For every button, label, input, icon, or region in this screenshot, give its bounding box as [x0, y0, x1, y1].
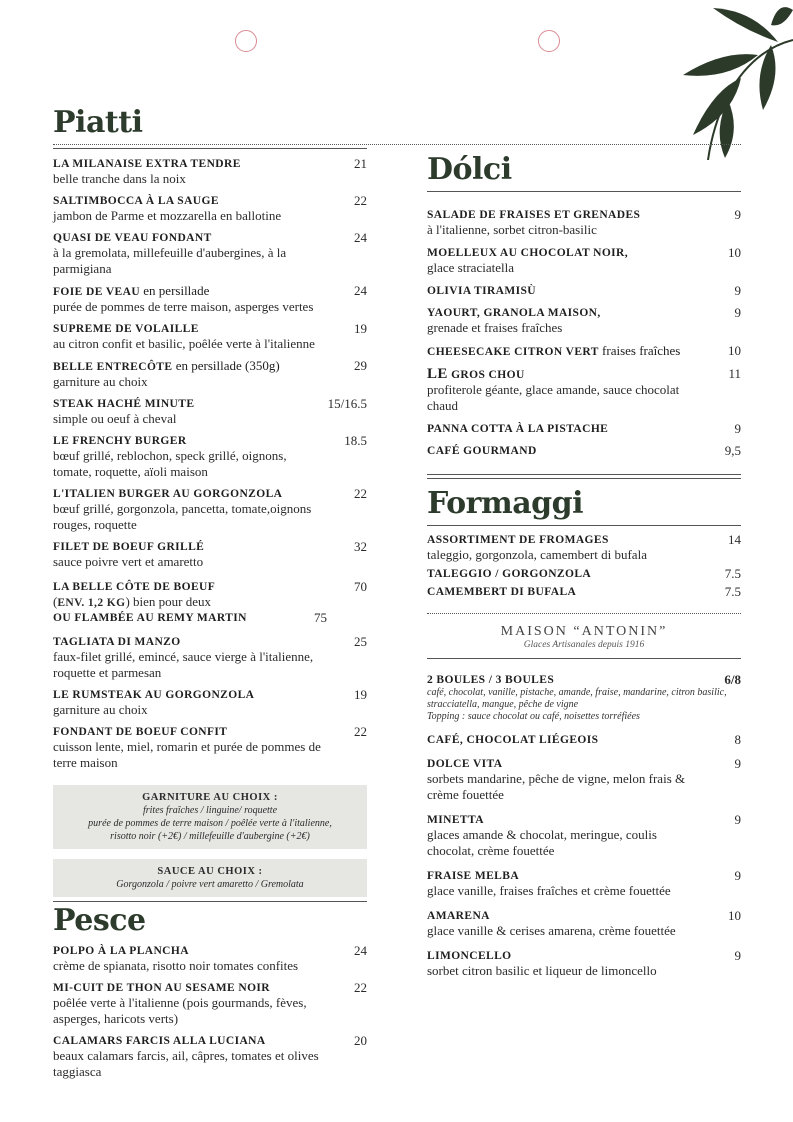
item-desc: poêlée verte à l'italienne (pois gourmands, fèves, asperges, haricots verts)	[53, 995, 307, 1026]
garniture-box	[53, 785, 367, 849]
menu-item	[427, 949, 741, 979]
sauce-title: SAUCE AU CHOIX :	[157, 866, 263, 877]
menu-item	[53, 688, 367, 718]
item-price: 9	[734, 868, 741, 883]
formaggi-list	[427, 533, 741, 599]
item-name	[427, 246, 701, 260]
menu-item	[427, 344, 741, 359]
section-title-pesce: Pesce	[53, 903, 146, 938]
item-name	[427, 533, 701, 547]
item-price: 10	[728, 908, 741, 923]
env-suffix: bien pour deux	[129, 594, 212, 609]
menu-item	[427, 246, 741, 276]
item-name-text: LA MILANAISE EXTRA TENDRE	[53, 158, 241, 170]
item-desc: glace vanille & cerises amarena, crème fouettée	[427, 923, 676, 938]
item-name-text: LE FRENCHY BURGER	[53, 435, 187, 447]
section-title-formaggi: Formaggi	[427, 486, 584, 521]
item-name-suffix: en persillade (350g)	[172, 358, 280, 373]
item-desc: crème de spianata, risotto noir tomates confites	[53, 958, 299, 973]
item-desc: glace vanille, fraises fraîches et crème fouettée	[427, 883, 671, 898]
item-name	[53, 397, 327, 411]
divider	[427, 658, 741, 659]
item-desc: profiterole géante, glace amande, sauce chocolat chaud	[427, 382, 680, 413]
item-desc: faux-filet grillé, emincé, sauce vierge à l'italienne, roquette et parmesan	[53, 649, 314, 680]
item-flambee: OU FLAMBÉE AU REMY MARTIN	[53, 612, 247, 624]
sauce-box	[53, 859, 367, 897]
pesce-list	[53, 944, 367, 1080]
item-price: 22	[354, 980, 367, 995]
dolci-list	[427, 208, 741, 458]
menu-item	[427, 733, 741, 747]
item-name: LA BELLE CÔTE DE BOEUF	[53, 581, 216, 593]
menu-item	[427, 757, 741, 803]
divider	[427, 474, 741, 479]
item-desc: bœuf grillé, gorgonzola, pancetta, tomate,oignons rouges, roquette	[53, 501, 312, 532]
menu-item	[427, 585, 741, 599]
item-name-text: CHEESECAKE CITRON VERT	[427, 346, 599, 358]
item-name	[427, 344, 701, 359]
item-name	[427, 567, 701, 581]
item-price: 6/8	[724, 672, 741, 687]
item-name-text: QUASI DE VEAU FONDANT	[53, 232, 212, 244]
item-name	[427, 444, 701, 458]
item-price: 29	[354, 358, 367, 373]
item-name	[53, 1034, 327, 1048]
item-price: 9	[734, 207, 741, 222]
item-name-text: CALAMARS FARCIS ALLA LUCIANA	[53, 1035, 266, 1047]
menu-item	[53, 635, 367, 681]
item-desc: au citron confit et basilic, poêlée verte à l'italienne	[53, 336, 315, 351]
divider	[427, 613, 741, 614]
item-flavours: café, chocolat, vanille, pistache, amande, fraise, mandarine, citron basilic, stracciatella, mangue, pêche de vigne	[427, 687, 727, 710]
item-price: 19	[354, 321, 367, 336]
item-price: 19	[354, 687, 367, 702]
item-price: 24	[354, 230, 367, 245]
item-name-text: MINETTA	[427, 814, 484, 826]
item-desc: bœuf grillé, reblochon, speck grillé, oignons, tomate, roquette, aïoli maison	[53, 448, 287, 479]
menu-item	[53, 487, 367, 533]
item-desc: purée de pommes de terre maison, asperges vertes	[53, 299, 314, 314]
menu-item	[427, 869, 741, 899]
menu-item	[427, 208, 741, 238]
maison-brand: MAISON “ANTONIN”	[500, 624, 668, 639]
item-name	[53, 434, 327, 448]
item-name-suffix: fraises fraîches	[598, 343, 681, 358]
item-price: 9	[734, 948, 741, 963]
item-name-text: FILET DE BOEUF GRILLÉ	[53, 541, 205, 553]
right-column	[427, 152, 741, 979]
section-title-dolci: Dólci	[427, 152, 512, 187]
olive-branch-icon	[653, 0, 793, 160]
item-name-text: BELLE ENTRECÔTE	[53, 361, 173, 373]
garniture-title: GARNITURE AU CHOIX :	[142, 792, 278, 803]
garniture-line: purée de pommes de terre maison / poêlée verte à l'italienne,	[88, 818, 332, 829]
item-name-text: DOLCE VITA	[427, 758, 503, 770]
item-name-text: LIMONCELLO	[427, 950, 512, 962]
item-name-text: MOELLEUX AU CHOCOLAT NOIR,	[427, 247, 629, 259]
menu-item	[53, 540, 367, 570]
item-name	[427, 585, 701, 599]
item-name	[53, 981, 327, 995]
item-price: 10	[728, 343, 741, 358]
divider	[427, 525, 741, 526]
item-desc: à la gremolata, millefeuille d'aubergines, à la parmigiana	[53, 245, 287, 276]
menu-item	[53, 434, 367, 480]
item-desc: simple ou oeuf à cheval	[53, 411, 177, 426]
item-name-text: CAFÉ, CHOCOLAT LIÉGEOIS	[427, 734, 599, 746]
item-name	[53, 725, 327, 739]
item-name	[427, 284, 701, 298]
item-name	[427, 869, 701, 883]
item-price: 24	[354, 943, 367, 958]
item-name-text: FRAISE MELBA	[427, 870, 520, 882]
menu-item	[53, 157, 367, 187]
item-price: 9	[734, 756, 741, 771]
item-name-text: FONDANT DE BOEUF CONFIT	[53, 726, 228, 738]
garniture-line: risotto noir (+2€) / millefeuille d'aubergine (+2€)	[110, 831, 310, 842]
menu-item	[53, 322, 367, 352]
menu-item	[427, 284, 741, 298]
section-title-piatti: Piatti	[53, 105, 143, 140]
item-price: 9	[734, 421, 741, 436]
item-price: 9	[734, 283, 741, 298]
item-price: 15/16.5	[327, 396, 367, 411]
item-name-text: CAMEMBERT DI BUFALA	[427, 586, 577, 598]
item-price: 14	[728, 532, 741, 547]
item-name	[53, 487, 327, 501]
item-name	[427, 733, 701, 747]
item-name	[427, 813, 701, 827]
glaces-list	[427, 733, 741, 979]
item-name-big: LE	[427, 366, 448, 382]
item-name-suffix: en persillade	[140, 283, 210, 298]
item-name-text: AMARENA	[427, 910, 490, 922]
item-name	[427, 367, 701, 382]
item-topping: Topping : sauce chocolat ou café, noisettes torréfiées	[427, 711, 640, 722]
item-desc: taleggio, gorgonzola, camembert di bufala	[427, 547, 647, 562]
item-name-text: LE RUMSTEAK AU GORGONZOLA	[53, 689, 255, 701]
item-name: 2 BOULES / 3 BOULES	[427, 674, 555, 686]
menu-item	[427, 422, 741, 436]
maison-antonin-logo	[427, 624, 741, 650]
item-name	[427, 306, 701, 320]
divider	[427, 191, 741, 192]
item-price: 32	[354, 539, 367, 554]
item-desc: cuisson lente, miel, romarin et purée de pommes de terre maison	[53, 739, 321, 770]
item-price: 11	[728, 366, 741, 381]
item-name-text: SUPREME DE VOLAILLE	[53, 323, 199, 335]
item-name	[53, 194, 327, 208]
item-name	[53, 635, 327, 649]
item-name-text: FOIE DE VEAU	[53, 286, 141, 298]
item-desc: garniture au choix	[53, 702, 148, 717]
punch-hole-right	[538, 30, 560, 52]
item-price: 7.5	[724, 584, 741, 599]
item-name	[53, 231, 327, 245]
menu-item	[427, 813, 741, 859]
item-name	[427, 909, 701, 923]
maison-sub: Glaces Artisanales depuis 1916	[523, 640, 645, 650]
item-name-text: SALTIMBOCCA À LA SAUGE	[53, 195, 219, 207]
item-name-text: PANNA COTTA À LA PISTACHE	[427, 423, 609, 435]
item-price: 21	[354, 156, 367, 171]
left-column	[53, 105, 367, 1080]
item-price: 24	[354, 283, 367, 298]
item-price: 9	[734, 305, 741, 320]
item-name-text: YAOURT, GRANOLA MAISON,	[427, 307, 601, 319]
piatti-list-2	[53, 635, 367, 771]
menu-item	[53, 725, 367, 771]
menu-item	[53, 359, 367, 390]
divider	[53, 144, 741, 145]
menu-item	[427, 367, 741, 414]
item-name	[427, 949, 701, 963]
item-price: 22	[354, 193, 367, 208]
item-desc: beaux calamars farcis, ail, câpres, tomates et olives taggiasca	[53, 1048, 319, 1079]
item-desc: sorbets mandarine, pêche de vigne, melon frais & crème fouettée	[427, 771, 686, 802]
item-price: 20	[354, 1033, 367, 1048]
item-name	[53, 322, 327, 336]
menu-item	[53, 194, 367, 224]
item-price-flambee: 75	[314, 610, 327, 625]
item-name-text: POLPO À LA PLANCHA	[53, 945, 189, 957]
item-desc: (ENV. 1,2 KG) bien pour deux	[53, 594, 212, 609]
item-name	[427, 208, 701, 222]
menu-item	[53, 397, 367, 427]
item-price: 22	[354, 724, 367, 739]
item-name-text: MI-CUIT DE THON AU SESAME NOIR	[53, 982, 271, 994]
menu-item	[427, 444, 741, 458]
item-desc: glaces amande & chocolat, meringue, coulis chocolat, crème fouettée	[427, 827, 657, 858]
item-name	[53, 359, 327, 374]
item-desc: grenade et fraises fraîches	[427, 320, 563, 335]
item-desc: jambon de Parme et mozzarella en ballotine	[53, 208, 282, 223]
divider	[53, 901, 367, 902]
item-price: 9,5	[724, 443, 741, 458]
menu-item	[53, 1034, 367, 1080]
item-name	[53, 540, 327, 554]
menu-item-boules	[427, 673, 741, 723]
item-name	[53, 688, 327, 702]
env-weight: ENV. 1,2 KG	[57, 597, 126, 609]
item-name-text: GROS CHOU	[447, 369, 525, 381]
menu-item	[53, 231, 367, 277]
item-name-text: STEAK HACHÉ MINUTE	[53, 398, 195, 410]
item-desc: garniture au choix	[53, 374, 148, 389]
item-desc: glace straciatella	[427, 260, 514, 275]
item-price: 70	[354, 579, 367, 594]
punch-hole-left	[235, 30, 257, 52]
item-desc: sorbet citron basilic et liqueur de limoncello	[427, 963, 657, 978]
item-price: 18.5	[344, 433, 367, 448]
item-desc: sauce poivre vert et amaretto	[53, 554, 204, 569]
garniture-line: frites fraîches / linguine/ roquette	[142, 805, 278, 816]
piatti-list	[53, 157, 367, 570]
item-price: 9	[734, 812, 741, 827]
item-name-text: L'ITALIEN BURGER AU GORGONZOLA	[53, 488, 283, 500]
item-price: 22	[354, 486, 367, 501]
item-name	[53, 284, 327, 299]
menu-item	[427, 533, 741, 563]
item-desc: à l'italienne, sorbet citron-basilic	[427, 222, 597, 237]
menu-item	[53, 284, 367, 315]
item-name	[427, 422, 701, 436]
item-price: 8	[734, 732, 741, 747]
menu-item-cote-de-boeuf	[53, 580, 367, 625]
menu-item	[427, 909, 741, 939]
item-name	[53, 944, 327, 958]
sauce-line: Gorgonzola / poivre vert amaretto / Gremolata	[116, 879, 304, 890]
item-name-text: SALADE DE FRAISES ET GRENADES	[427, 209, 641, 221]
menu-item	[53, 944, 367, 974]
item-name-text: TAGLIATA DI MANZO	[53, 636, 181, 648]
item-name-text: OLIVIA TIRAMISÙ	[427, 285, 536, 297]
item-name-text: ASSORTIMENT DE FROMAGES	[427, 534, 609, 546]
item-name	[427, 757, 701, 771]
divider	[53, 148, 367, 149]
menu-item	[53, 981, 367, 1027]
menu-item	[427, 567, 741, 581]
item-price: 10	[728, 245, 741, 260]
item-desc: belle tranche dans la noix	[53, 171, 186, 186]
item-name	[53, 157, 327, 171]
item-price: 25	[354, 634, 367, 649]
item-name-text: CAFÉ GOURMAND	[427, 445, 537, 457]
item-name-text: TALEGGIO / GORGONZOLA	[427, 568, 592, 580]
menu-item	[427, 306, 741, 336]
item-price: 7.5	[724, 566, 741, 581]
